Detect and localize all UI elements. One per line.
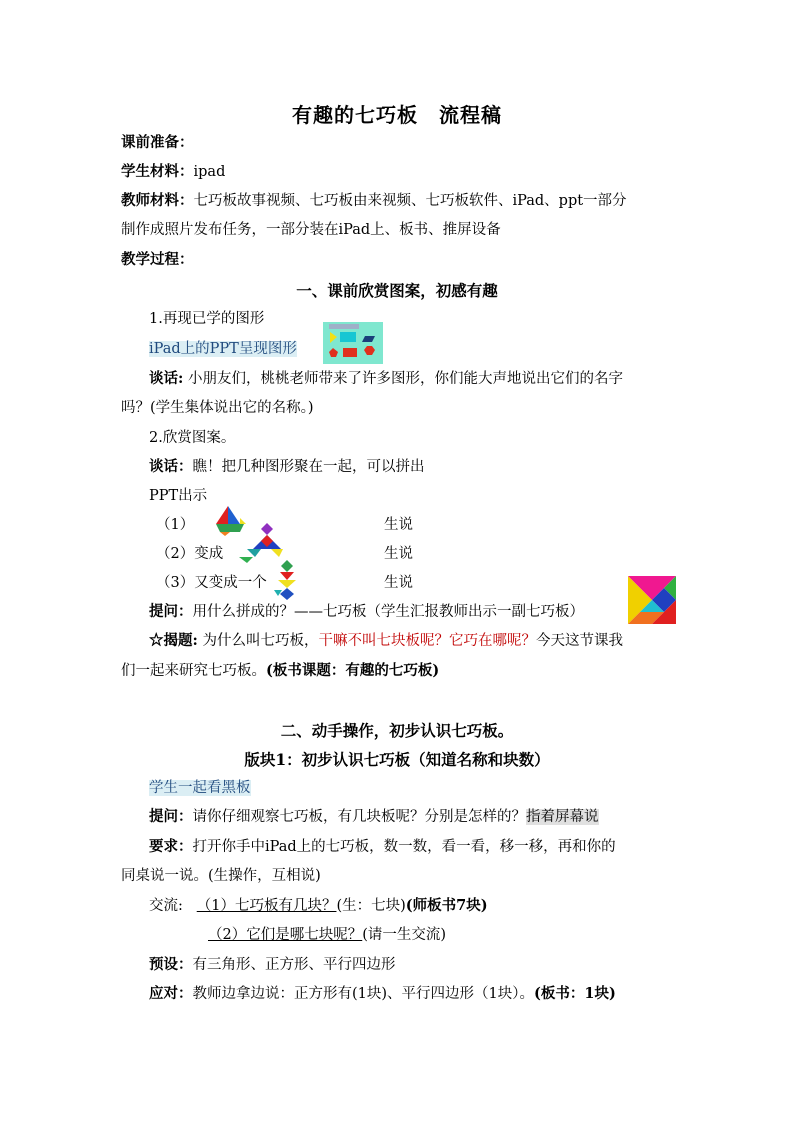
process-heading: 教学过程：	[121, 251, 194, 268]
look-board: 学生一起看黑板	[149, 780, 251, 796]
ppt-show: PPT出示	[149, 488, 208, 504]
ask-line: 提问：用什么拼成的？——七巧板（学生汇报教师出示一副七巧板）	[149, 603, 584, 620]
row3-student-says: 生说	[384, 575, 413, 591]
section1-heading: 一、课前欣赏图案，初感有趣	[296, 281, 498, 300]
prep-heading: 课前准备：	[121, 134, 194, 151]
page-title: 有趣的七巧板 流程稿	[292, 103, 502, 127]
item1-text: 1.再现已学的图形	[149, 311, 265, 327]
exchange-line2: （2）它们是哪七块呢？(请一生交流)	[208, 927, 447, 943]
response-line: 应对：教师边拿边说：正方形有(1块)、平行四边形（1块）。(板书：1块)	[149, 985, 616, 1002]
section2-heading: 二、动手操作，初步认识七巧板。	[280, 721, 514, 740]
teacher-materials-line1: 教师材料：七巧板故事视频、七巧板由来视频、七巧板软件、iPad、ppt一部分	[121, 192, 627, 209]
reveal-line1: ☆揭题: 为什么叫七巧板，干嘛不叫七块板呢？它巧在哪呢？今天这节课我	[149, 632, 623, 649]
preset-line: 预设：有三角形、正方形、平行四边形	[149, 956, 396, 973]
teacher-materials-line2: 制作成照片发布任务，一部分装在iPad上、板书、推屏设备	[121, 222, 501, 238]
talk1-line2: 吗？(学生集体说出它的名称。)	[121, 400, 314, 416]
ipad-ppt-text: iPad上的PPT呈现图形	[149, 341, 297, 357]
reveal-line2: 们一起来研究七巧板。(板书课题：有趣的七巧板)	[121, 662, 440, 679]
shapes-thumbnail	[323, 322, 383, 364]
tangram-person-picture	[274, 560, 300, 604]
exchange-line1: 交流: （1）七巧板有几块？(生：七块)(师板书7块)	[149, 897, 488, 914]
student-materials: 学生材料：ipad	[121, 163, 226, 180]
req-line1: 要求：打开你手中iPad上的七巧板，数一数，看一看，移一移，再和你的	[149, 838, 616, 855]
talk2-line: 谈话：瞧！把几种图形聚在一起，可以拼出	[149, 458, 425, 475]
block1-heading: 版块1：初步认识七巧板（知道名称和块数）	[244, 750, 550, 769]
row2-student-says: 生说	[384, 546, 413, 562]
ask2-line: 提问：请你仔细观察七巧板，有几块板呢？分别是怎样的？指着屏幕说	[149, 808, 599, 825]
talk1-line1: 谈话: 小朋友们，桃桃老师带来了许多图形，你们能大声地说出它们的名字	[149, 370, 623, 387]
tangram-set-picture	[628, 576, 676, 624]
req-line2: 同桌说一说。(生操作，互相说)	[121, 868, 321, 884]
row1-student-says: 生说	[384, 517, 413, 533]
row1-label: （1）	[156, 517, 195, 533]
row3-label: （3）又变成一个	[156, 575, 267, 591]
item2-text: 2.欣赏图案。	[149, 430, 236, 446]
row2-label: （2）变成	[156, 546, 224, 562]
